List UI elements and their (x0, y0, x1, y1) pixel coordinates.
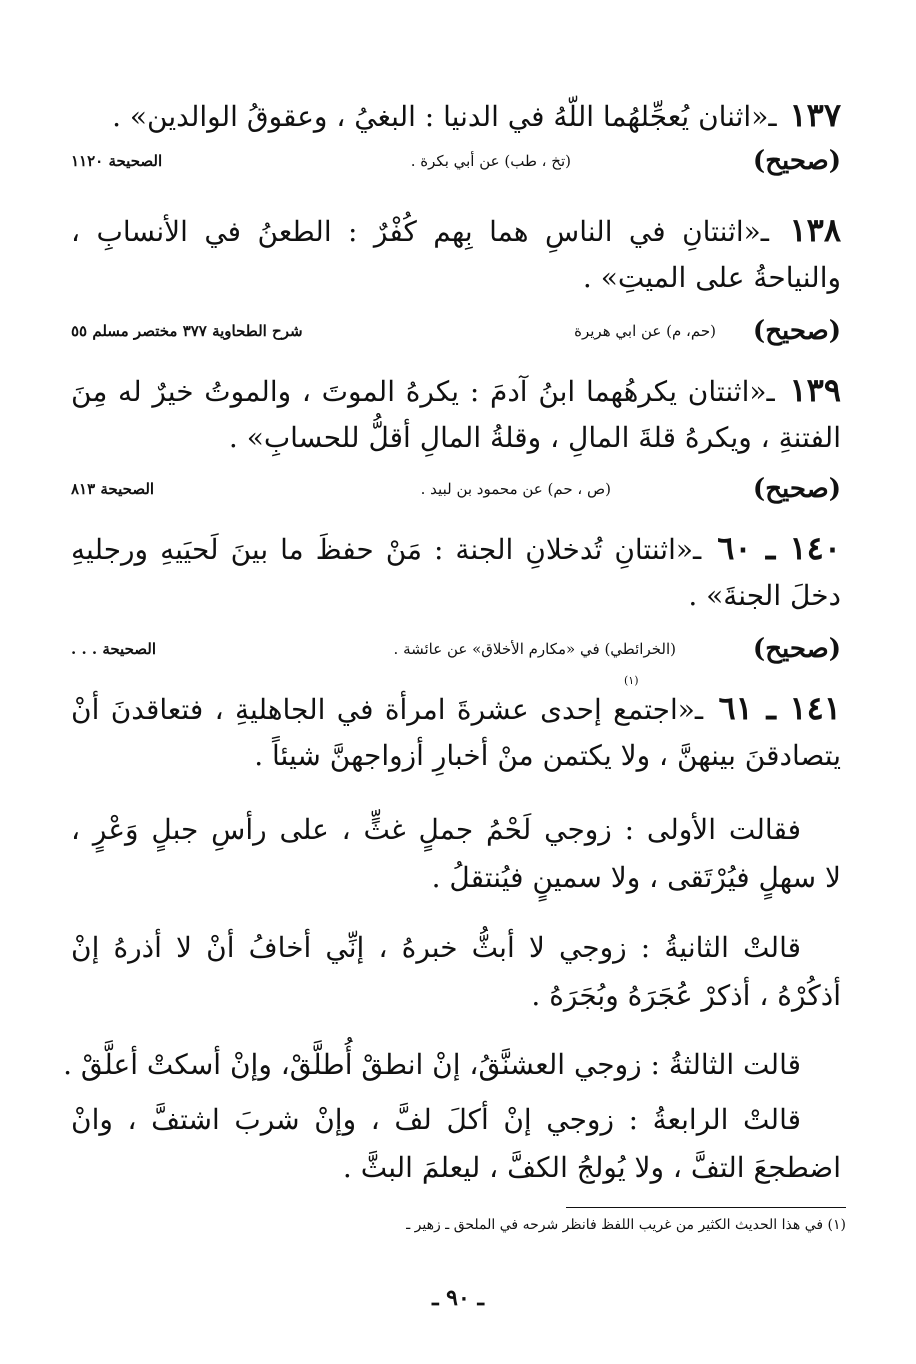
narration-paragraph (71, 810, 841, 910)
narration-paragraph (71, 928, 841, 1028)
source-line (71, 310, 841, 352)
reference: الصحيحة . . . (71, 640, 157, 658)
narration-line: قالتْ الرابعةُ : زوجي إنْ أكلَ لفَّ ، وإنْ شربَ اشتفَّ ، وانْ (71, 1103, 801, 1136)
reference: شرح الطحاوية ٣٧٧ مختصر مسلم ٥٥ (71, 322, 303, 340)
hadith-number: ١٤١ ـ ٦١ (718, 689, 841, 727)
source-citation: (الخرائطي) في «مكارم الأخلاق» عن عائشة . (393, 640, 676, 658)
narration-paragraph (63, 1045, 841, 1093)
hadith-text-line: ١٣٧ ـ«اثنان يُعجِّلهُما اللّهُ في الدنيا : البغيُ ، وعقوقُ الوالدين» . (112, 96, 841, 134)
hadith-number: ١٣٨ (789, 211, 842, 249)
page-number: ـ ٩٠ ـ (432, 1285, 484, 1311)
hadith-entry-138 (71, 210, 841, 360)
hadith-text-line: والنياحةُ على الميتِ» . (582, 261, 841, 294)
hadith-number: ١٣٧ (789, 96, 841, 134)
source-line (71, 628, 841, 670)
hadith-text-line: دخلَ الجنةَ» . (688, 579, 841, 612)
narration-line: لا سهلٍ فيُرْتَقى ، ولا سمينٍ فيُنتقلُ . (431, 861, 841, 894)
reference: الصحيحة ١١٢٠ (71, 152, 163, 170)
narration-line: أذكُرْهُ ، أذكرْ عُجَرَهُ وبُجَرَهُ . (531, 979, 841, 1012)
footnote-marker: (١) (624, 674, 639, 687)
grade-label: ( صحيح ) (753, 628, 841, 670)
source-citation: (ص ، حم) عن محمود بن لبيد . (420, 480, 611, 498)
hadith-text-line: الفتنةِ ، ويكرهُ قلةَ المالِ ، وقلةُ المالِ أقلُّ للحسابِ» . (228, 421, 841, 454)
hadith-entry-137 (71, 95, 841, 195)
footnote: (١) في هذا الحديث الكثير من غريب اللفظ فانظر شرحه في الملحق ـ زهير ـ (406, 1217, 846, 1233)
source-citation: (تخ ، طب) عن أبي بكرة . (410, 152, 571, 170)
hadith-entry-140 (71, 528, 841, 673)
hadith-number: ١٣٩ (789, 371, 841, 409)
hadith-text-line: ١٣٩ ـ«اثنتان يكرهُهما ابنُ آدمَ : يكرهُ الموتَ ، والموتُ خيرٌ له مِنَ (71, 371, 841, 409)
grade-label: ( صحيح ) (753, 140, 841, 182)
hadith-text-line: يتصادقنَ بينهنَّ ، ولا يكتمن منْ أخبارِ أزواجهنَّ شيئاً . (254, 739, 841, 772)
hadith-entry-139 (71, 370, 841, 515)
hadith-entry-141 (71, 688, 841, 788)
narration-line: قالت الثالثةُ : زوجي العشنَّقُ، إنْ انطقْ أُطلَّقْ، وإنْ أسكتْ أعلَّقْ . (63, 1048, 801, 1081)
hadith-text-line: ١٤٠ ـ ٦٠ ـ«اثنتانِ تُدخلانِ الجنة : مَنْ حفظَ ما بينَ لَحيَيهِ ورجليهِ (71, 529, 841, 567)
source-line (71, 140, 841, 182)
narration-line: قالتْ الثانيةُ : زوجي لا أبثُّ خبرهُ ، إنِّي أخافُ أنْ لا أذرهُ إنْ (71, 931, 801, 964)
source-citation: (حم، م) عن ابي هريرة (574, 322, 716, 340)
hadith-number: ١٤٠ ـ ٦٠ (717, 529, 841, 567)
grade-label: ( صحيح ) (753, 468, 841, 510)
hadith-text-line: ١٣٨ ـ«اثنتانِ في الناسِ هما بِهم كُفْرٌ : الطعنُ في الأنسابِ ، (71, 211, 842, 249)
footnote-divider (566, 1207, 846, 1208)
narration-paragraph (71, 1100, 841, 1200)
narration-line: اضطجعَ التفَّ ، ولا يُولجُ الكفَّ ، ليعلمَ البثَّ . (342, 1151, 841, 1184)
reference: الصحيحة ٨١٣ (71, 480, 155, 498)
hadith-text-line: ١٤١ ـ ٦١ ـ«اجتمع إحدى عشرةَ امرأة في الجاهليةِ ، فتعاقدنَ أنْ (71, 689, 841, 727)
grade-label: ( صحيح ) (753, 310, 841, 352)
source-line (71, 468, 841, 510)
narration-line: فقالت الأولى : زوجي لَحْمُ جملٍ غثٍّ ، على رأسِ جبلٍ وَعْرٍ ، (71, 813, 801, 846)
